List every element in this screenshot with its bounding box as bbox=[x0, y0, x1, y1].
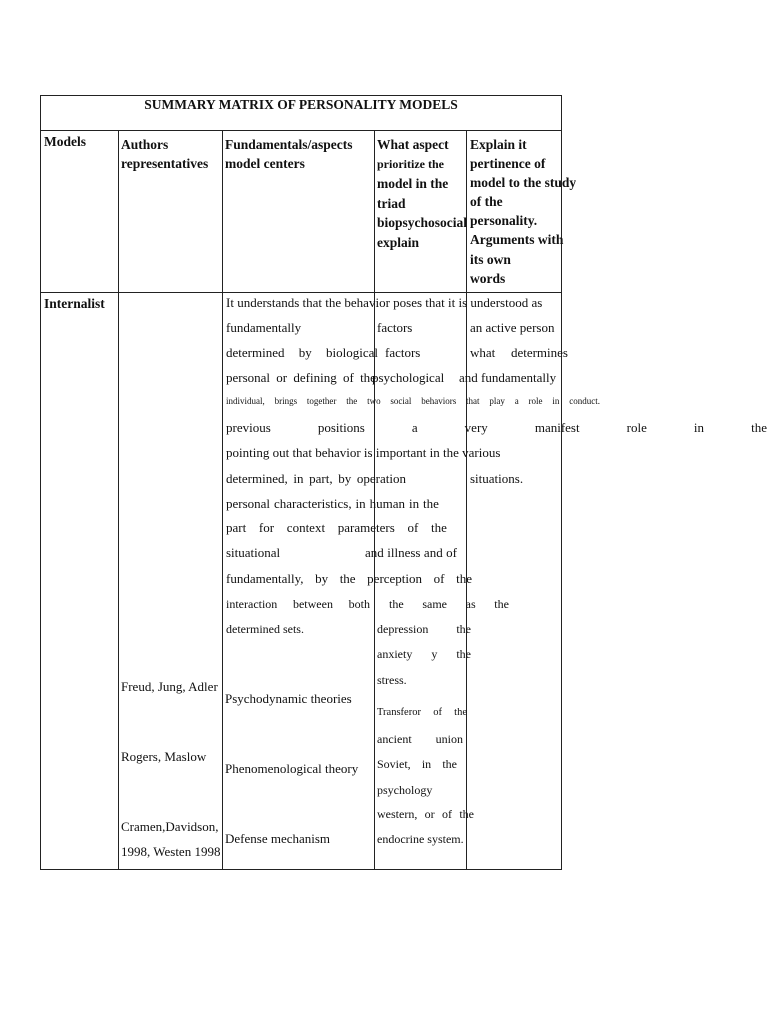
text-line: situational bbox=[226, 545, 281, 560]
text-line: determined sets. bbox=[226, 622, 304, 636]
text-line: stress. bbox=[377, 673, 407, 687]
text-line: fundamentally, by the perception of the bbox=[226, 571, 472, 586]
text-line: determined by biological bbox=[226, 345, 378, 360]
text-line: factors bbox=[377, 320, 413, 335]
header-explain: Explain it pertinence of model to the study of the personality. Arguments with its own words bbox=[470, 137, 577, 286]
text-line: fundamentally bbox=[226, 320, 302, 335]
text-line: situations. bbox=[470, 471, 524, 486]
header-fundamentals: Fundamentals/aspects model centers bbox=[225, 137, 353, 171]
text-line: and fundamentally bbox=[459, 370, 557, 385]
text-line: individual, brings together the two social behaviors that play a role in conduct. bbox=[226, 396, 600, 406]
text-line: an active person bbox=[470, 320, 555, 335]
table-title: SUMMARY MATRIX OF PERSONALITY MODELS bbox=[144, 97, 458, 112]
text-line: depression the bbox=[377, 622, 471, 636]
text-line: factors bbox=[385, 345, 421, 360]
text-line: previous positions a very manifest role in the bbox=[226, 420, 767, 435]
authors-entry: Rogers, Maslow bbox=[121, 749, 207, 764]
text-line: and illness and of bbox=[365, 545, 457, 560]
text-line: psychology bbox=[377, 783, 433, 797]
text-line: interaction between both bbox=[226, 597, 370, 611]
header-authors: Authors representatives bbox=[121, 137, 209, 171]
text-line: personal characteristics, in human in the bbox=[226, 496, 439, 511]
text-line: endocrine system. bbox=[377, 832, 464, 846]
text-line: psychological bbox=[372, 370, 445, 385]
authors-entry: Cramen, Davidson, bbox=[121, 819, 219, 834]
text-line: part for context parameters of the bbox=[226, 520, 447, 535]
text-line: pointing out that behavior is important in the various bbox=[226, 445, 501, 460]
theory-entry: Psychodynamic theories bbox=[225, 691, 352, 706]
text-line: anxiety y the bbox=[377, 647, 471, 661]
theory-entry: Defense mechanism bbox=[225, 831, 331, 846]
theory-entry: Phenomenological theory bbox=[225, 761, 359, 776]
text-line: western, or of the bbox=[377, 807, 474, 821]
text-line: ancient union bbox=[377, 732, 463, 746]
text-line: Transferor of the bbox=[377, 707, 467, 718]
text-line: It understands that the behavior poses that it is understood as bbox=[226, 295, 543, 310]
header-models: Models bbox=[44, 134, 86, 149]
row-label-internalist: Internalist bbox=[44, 296, 105, 311]
col-divider-1 bbox=[118, 130, 119, 870]
authors-entry: Freud, Jung, Adler bbox=[121, 679, 218, 694]
col-divider-2 bbox=[222, 130, 223, 870]
text-line: personal or defining of the bbox=[226, 370, 376, 385]
text-line: Soviet, in the bbox=[377, 757, 457, 771]
authors-entry: 1998, Westen 1998 bbox=[121, 844, 221, 859]
header-aspect: What aspect prioritize the model in the triad biopsychosocial explain bbox=[377, 137, 468, 250]
text-line: determined, in part, by operation bbox=[226, 471, 406, 486]
text-line: what determines bbox=[470, 345, 568, 360]
text-line: the same as the bbox=[389, 597, 509, 611]
